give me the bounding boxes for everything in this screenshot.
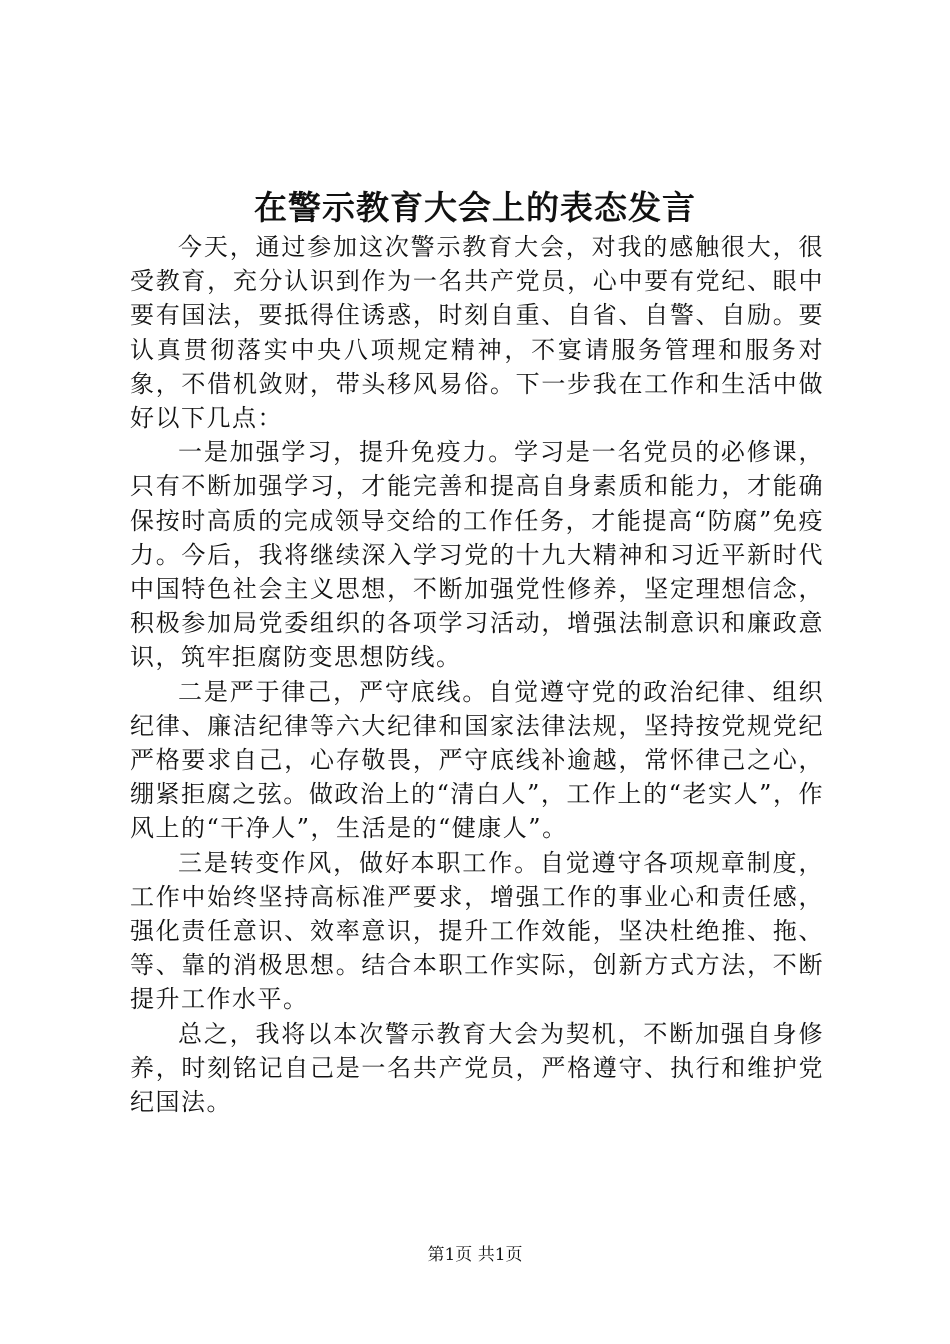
paragraph-intro: 今天，通过参加这次警示教育大会，对我的感触很大，很受教育，充分认识到作为一名共产党员，心中要有党纪、眼中要有国法，要抵得住诱惑，时刻自重、自省、自警、自励。要认真贯彻落实中央八项规定精神，不宴请服务管理和服务对象，不借机敛财，带头移风易俗。下一步我在工作和生活中做好以下几点： xyxy=(130,233,824,433)
document-title: 在警示教育大会上的表态发言 xyxy=(254,188,696,227)
paragraph-conclusion: 总之，我将以本次警示教育大会为契机，不断加强自身修养，时刻铭记自己是一名共产党员，严格遵守、执行和维护党纪国法。 xyxy=(130,1019,824,1117)
paragraph-point-one: 一是加强学习，提升免疫力。学习是一名党员的必修课，只有不断加强学习，才能完善和提高自身素质和能力，才能确保按时高质的完成领导交给的工作任务，才能提高“防腐”免疫力。今后，我将继续深入学习党的十九大精神和习近平新时代中国特色社会主义思想，不断加强党性修养，坚定理想信念，积极参加局党委组织的各项学习活动，增强法制意识和廉政意识，筑牢拒腐防变思想防线。 xyxy=(130,438,824,672)
paragraph-point-two: 二是严于律己，严守底线。自觉遵守党的政治纪律、组织纪律、廉洁纪律等六大纪律和国家法律法规，坚持按党规党纪严格要求自己，心存敬畏，严守底线补逾越，常怀律己之心，绷紧拒腐之弦。做政治上的“清白人”，工作上的“老实人”，作风上的“干净人”，生活是的“健康人”。 xyxy=(130,677,824,843)
page-number-footer: 第1页 共1页 xyxy=(427,1245,523,1265)
paragraph-point-three: 三是转变作风，做好本职工作。自觉遵守各项规章制度，工作中始终坚持高标准严要求，增强工作的事业心和责任感，强化责任意识、效率意识，提升工作效能，坚决杜绝推、拖、等、靠的消极思想。结合本职工作实际，创新方式方法，不断提升工作水平。 xyxy=(130,848,824,1014)
document-body xyxy=(130,230,824,1119)
